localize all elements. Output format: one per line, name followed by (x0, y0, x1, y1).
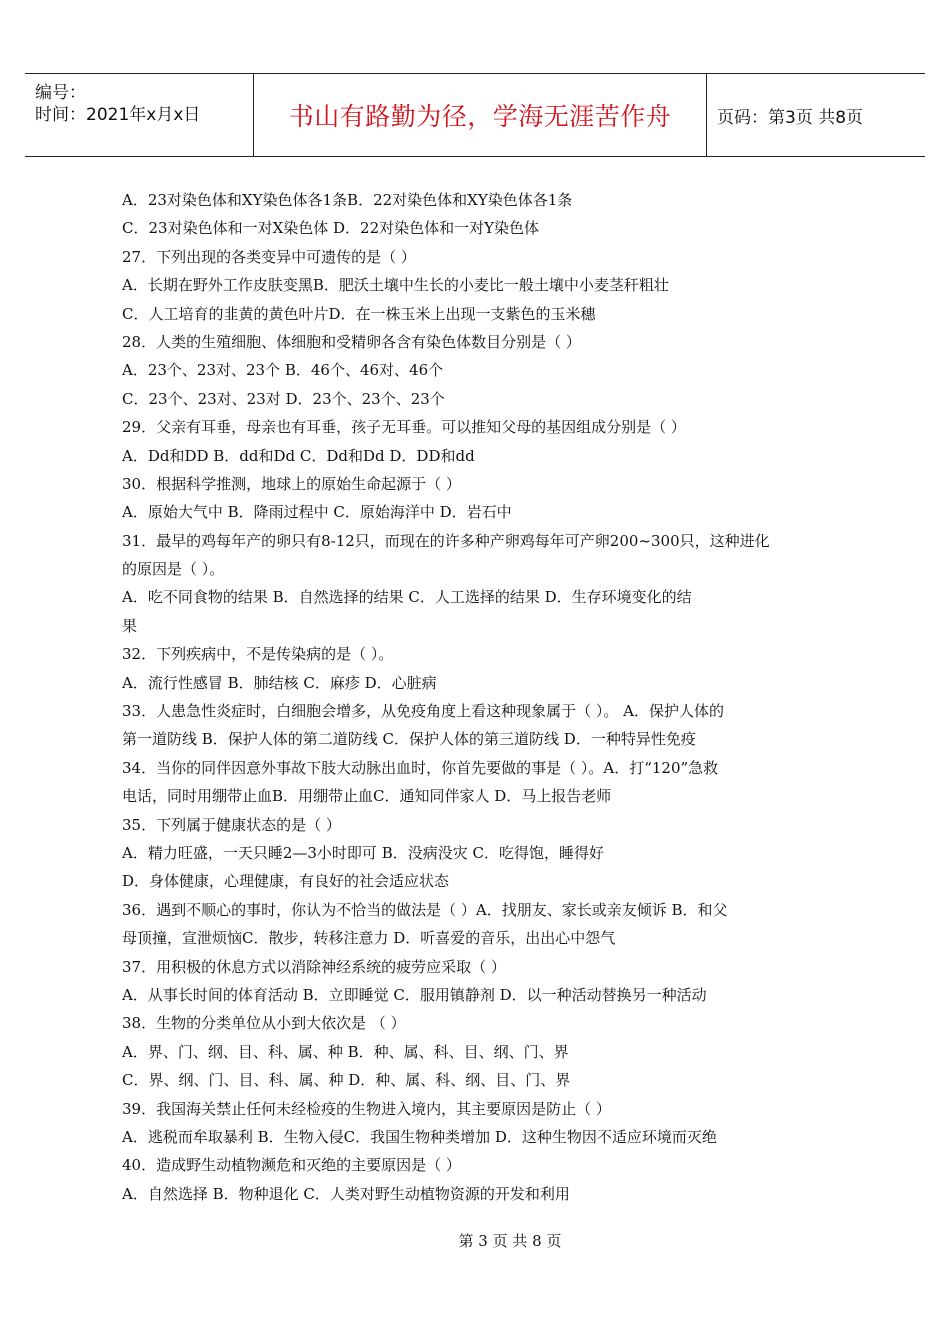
page-info-text: 页码：第3页 共8页 (717, 107, 864, 128)
text-line: A．流行性感冒 B．肺结核 C．麻疹 D．心脏病 (122, 673, 437, 692)
header-motto-cell (253, 74, 707, 156)
text-line: A．界、门、纲、目、科、属、种 B．种、属、科、目、纲、门、界 (122, 1042, 569, 1061)
text-line: C．人工培育的韭黄的黄色叶片D．在一株玉米上出现一支紫色的玉米穗 (122, 304, 596, 323)
text-line: A．23对染色体和XY染色体各1条B．22对染色体和XY染色体各1条 (122, 191, 573, 209)
text-line: A．自然选择 B．物种退化 C．人类对野生动植物资源的开发和利用 (122, 1184, 570, 1203)
motto-text: 书山有路勤为径，学海无涯苦作舟 (288, 102, 672, 131)
text-line: D．身体健康，心理健康，有良好的社会适应状态 (122, 872, 450, 891)
text-line: A．从事长时间的体育活动 B．立即睡觉 C．服用镇静剂 D．以一种活动替换另一种活动 (122, 985, 707, 1004)
text-line: A．精力旺盛，一天只睡2—3小时即可 B．没病没灾 C．吃得饱，睡得好 (122, 843, 604, 862)
text-line: C．界、纲、门、目、科、属、种 D．种、属、科、纲、目、门、界 (122, 1071, 571, 1090)
time-label: 时间：2021年x月x日 (35, 105, 201, 125)
text-line: 40．造成野生动植物濒危和灭绝的主要原因是（ ） (122, 1156, 461, 1175)
text-line: 27．下列出现的各类变异中可遗传的是（ ） (122, 247, 416, 266)
header-meta (25, 74, 253, 156)
text-line: A．Dd和DD B．dd和Dd C．Dd和Dd D．DD和dd (122, 446, 475, 465)
footer-page-number: 第 3 页 共 8 页 (458, 1232, 562, 1250)
text-line: A．23个、23对、23个 B．46个、46对、46个 (122, 361, 444, 380)
text-line: C．23对染色体和一对X染色体 D．22对染色体和一对Y染色体 (122, 219, 540, 238)
text-line: 35．下列属于健康状态的是（ ） (122, 815, 341, 834)
document-body (122, 186, 830, 1208)
text-line: 30．根据科学推测，地球上的原始生命起源于（ ） (122, 474, 461, 493)
text-line: 的原因是（ ）。 (122, 560, 225, 579)
page-header (25, 73, 925, 157)
text-line: 31．最早的鸡每年产的卵只有8-12只，而现在的许多种产卵鸡每年可产卵200~300只，这种进化 (122, 531, 770, 550)
text-line: 第一道防线 B．保护人体的第二道防线 C．保护人体的第三道防线 D．一种特异性免疫 (122, 730, 696, 749)
header-page-info (705, 74, 925, 156)
text-line: A．吃不同食物的结果 B．自然选择的结果 C．人工选择的结果 D．生存环境变化的结 (122, 588, 692, 607)
text-line: C．23个、23对、23对 D．23个、23个、23个 (122, 389, 445, 408)
text-line: 果 (122, 616, 138, 635)
text-line: A．原始大气中 B．降雨过程中 C．原始海洋中 D．岩石中 (122, 503, 512, 522)
page-footer (0, 1230, 950, 1251)
text-line: 33．人患急性炎症时，白细胞会增多，从免疫角度上看这种现象属于（ ）。 A．保护人体的 (122, 702, 724, 721)
text-line: 39．我国海关禁止任何未经检疫的生物进入境内，其主要原因是防止（ ） (122, 1099, 611, 1118)
serial-label: 编号： (35, 83, 86, 103)
text-line: 37．用积极的休息方式以消除神经系统的疲劳应采取（ ） (122, 957, 506, 976)
text-line: A．长期在野外工作皮肤变黑B．肥沃土壤中生长的小麦比一般土壤中小麦茎秆粗壮 (122, 276, 669, 295)
text-line: 母顶撞，宣泄烦恼C．散步，转移注意力 D．听喜爱的音乐，出出心中怨气 (122, 929, 616, 948)
text-line: 34．当你的同伴因意外事故下肢大动脉出血时，你首先要做的事是（ ）。A．打“120”急救 (122, 758, 719, 777)
text-line: 28．人类的生殖细胞、体细胞和受精卵各含有染色体数目分别是（ ） (122, 332, 581, 351)
text-line: 29．父亲有耳垂，母亲也有耳垂，孩子无耳垂。可以推知父母的基因组成分别是（ ） (122, 418, 686, 437)
text-line: 32．下列疾病中，不是传染病的是（ ）。 (122, 645, 394, 664)
text-line: 36．遇到不顺心的事时，你认为不恰当的做法是（ ）A．找朋友、家长或亲友倾诉 B．和父 (122, 900, 728, 919)
text-line: A．逃税而牟取暴利 B．生物入侵C．我国生物种类增加 D．这种生物因不适应环境而灭绝 (122, 1127, 717, 1146)
text-line: 38．生物的分类单位从小到大依次是 （ ） (122, 1014, 406, 1033)
text-line: 电话，同时用绷带止血B．用绷带止血C．通知同伴家人 D．马上报告老师 (122, 787, 612, 806)
